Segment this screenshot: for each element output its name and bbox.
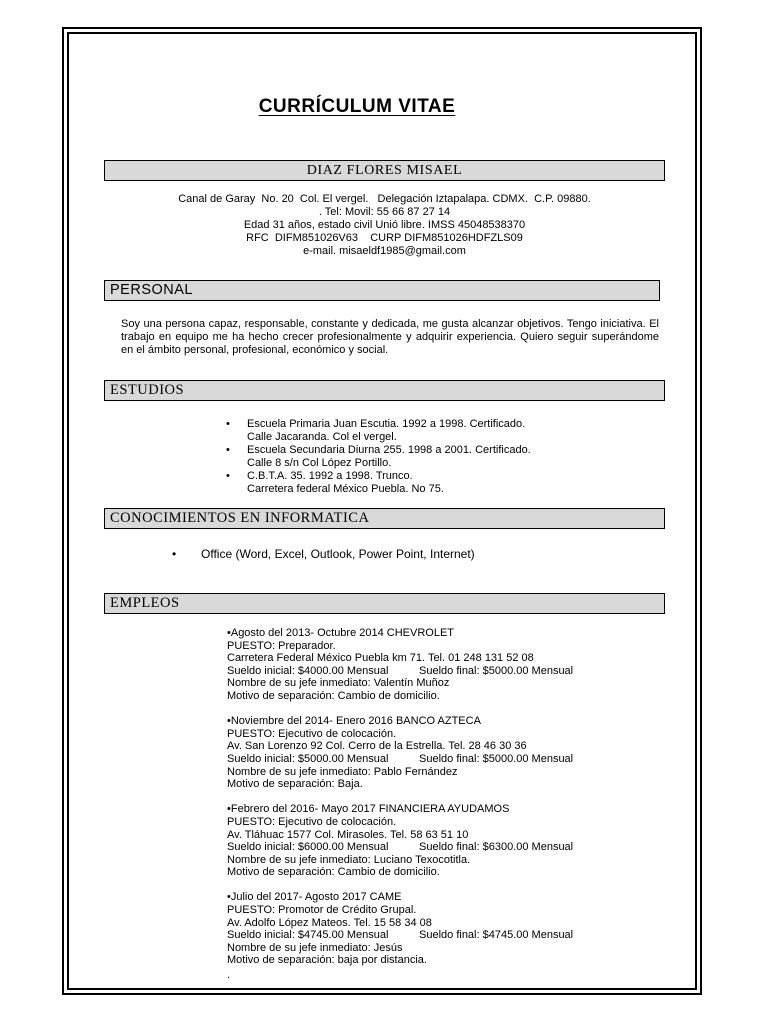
- bullet-icon: •: [226, 418, 230, 430]
- bullet-icon: •: [226, 444, 230, 456]
- empleo-jefe: Nombre de su jefe inmediato: Pablo Fernández: [227, 765, 458, 778]
- estudio-line: C.B.T.A. 35. 1992 a 1998. Trunco.: [247, 470, 413, 482]
- empleo-jefe: Nombre de su jefe inmediato: Luciano Texocotitla.: [227, 853, 471, 866]
- section-header-empleos: EMPLEOS: [104, 593, 665, 614]
- list-item: [227, 891, 573, 967]
- section-header-estudios: ESTUDIOS: [104, 380, 665, 401]
- empleo-puesto: PUESTO: Promotor de Crédito Grupal.: [227, 904, 417, 917]
- list-item: [226, 444, 531, 470]
- empleo-address: Carretera Federal México Puebla km 71. Tel. 01 248 131 52 08: [227, 652, 534, 665]
- empleo-header: •Febrero del 2016- Mayo 2017 FINANCIERA AYUDAMOS: [227, 803, 510, 816]
- bullet-icon: •: [172, 547, 177, 561]
- estudios-list: [226, 418, 531, 496]
- empleo-jefe: Nombre de su jefe inmediato: Valentín Muñoz: [227, 677, 450, 690]
- informatica-item: [172, 547, 475, 562]
- empleo-address: Av. Tláhuac 1577 Col. Mirasoles. Tel. 58 63 51 10: [227, 828, 469, 841]
- empleo-header: •Agosto del 2013- Octubre 2014 CHEVROLET: [227, 627, 455, 639]
- list-item: [227, 803, 573, 879]
- empleo-address: Av. Adolfo López Mateos. Tel. 15 58 34 08: [227, 916, 432, 929]
- contact-rfc-curp: RFC DIFM851026V63 CURP DIFM851026HDFZLS09: [246, 232, 523, 244]
- estudio-line: Calle 8 s/n Col López Portillo.: [247, 457, 392, 469]
- empleo-header: •Julio del 2017- Agosto 2017 CAME: [227, 891, 402, 904]
- bullet-icon: •: [226, 470, 230, 482]
- empleo-sueldo: Sueldo inicial: $4745.00 Mensual Sueldo final: $4745.00 Mensual: [227, 929, 574, 942]
- name-header: DIAZ FLORES MISAEL: [104, 160, 665, 181]
- empleo-motivo: Motivo de separación: Baja.: [227, 778, 363, 791]
- empleo-address: Av. San Lorenzo 92 Col. Cerro de la Estrella. Tel. 28 46 30 36: [227, 740, 527, 753]
- empleo-header: •Noviembre del 2014- Enero 2016 BANCO AZTECA: [227, 715, 481, 728]
- empleo-jefe: Nombre de su jefe inmediato: Jesús: [227, 941, 403, 954]
- empleo-puesto: PUESTO: Ejecutivo de colocación.: [227, 815, 397, 828]
- empleo-sueldo: Sueldo inicial: $4000.00 Mensual Sueldo final: $5000.00 Mensual: [227, 664, 574, 677]
- contact-email: e-mail. misaeldf1985@gmail.com: [303, 245, 466, 257]
- estudio-line: Escuela Primaria Juan Escutia. 1992 a 1998. Certificado.: [247, 418, 526, 430]
- informatica-text: Office (Word, Excel, Outlook, Power Point, Internet): [201, 547, 475, 561]
- empleo-puesto: PUESTO: Ejecutivo de colocación.: [227, 727, 397, 740]
- section-header-informatica: CONOCIMIENTOS EN INFORMATICA: [104, 508, 665, 529]
- estudio-line: Escuela Secundaria Diurna 255. 1998 a 2001. Certificado.: [247, 444, 531, 456]
- contact-phone: . Tel: Movil: 55 66 87 27 14: [318, 206, 451, 218]
- trailing-mark: .: [227, 969, 231, 981]
- personal-summary: Soy una persona capaz, responsable, constante y dedicada, me gusta alcanzar objetivos. Tengo iniciativa. El trabajo en equipo me ha hecho crecer profesionalmente y adquirir experiencia. Quiero seguir superándome en el ámbito personal, profesional, económico y social.: [121, 318, 659, 356]
- empleo-motivo: Motivo de separación: Cambio de domicilio.: [227, 866, 440, 879]
- list-item: [226, 418, 531, 444]
- contact-age-imss: Edad 31 años, estado civil Unió libre. IMSS 45048538370: [243, 219, 526, 231]
- list-item: [227, 715, 573, 791]
- document-title: CURRÍCULUM VITAE: [258, 96, 456, 117]
- empleo-motivo: Motivo de separación: baja por distancia.: [227, 954, 427, 967]
- section-header-personal: PERSONAL: [104, 280, 660, 301]
- empleo-sueldo: Sueldo inicial: $6000.00 Mensual Sueldo final: $6300.00 Mensual: [227, 841, 574, 854]
- contact-block: [104, 193, 665, 258]
- empleo-puesto: PUESTO: Preparador.: [227, 639, 336, 652]
- list-item: [227, 627, 573, 703]
- contact-address: Canal de Garay No. 20 Col. El vergel. Delegación Iztapalapa. CDMX. C.P. 09880.: [178, 193, 591, 205]
- empleo-sueldo: Sueldo inicial: $5000.00 Mensual Sueldo final: $5000.00 Mensual: [227, 752, 574, 765]
- empleos-list: [227, 627, 573, 980]
- empleo-motivo: Motivo de separación: Cambio de domicilio.: [227, 689, 440, 702]
- estudio-line: Carretera federal México Puebla. No 75.: [247, 483, 444, 495]
- estudio-line: Calle Jacaranda. Col el vergel.: [247, 431, 397, 443]
- list-item: [226, 470, 531, 496]
